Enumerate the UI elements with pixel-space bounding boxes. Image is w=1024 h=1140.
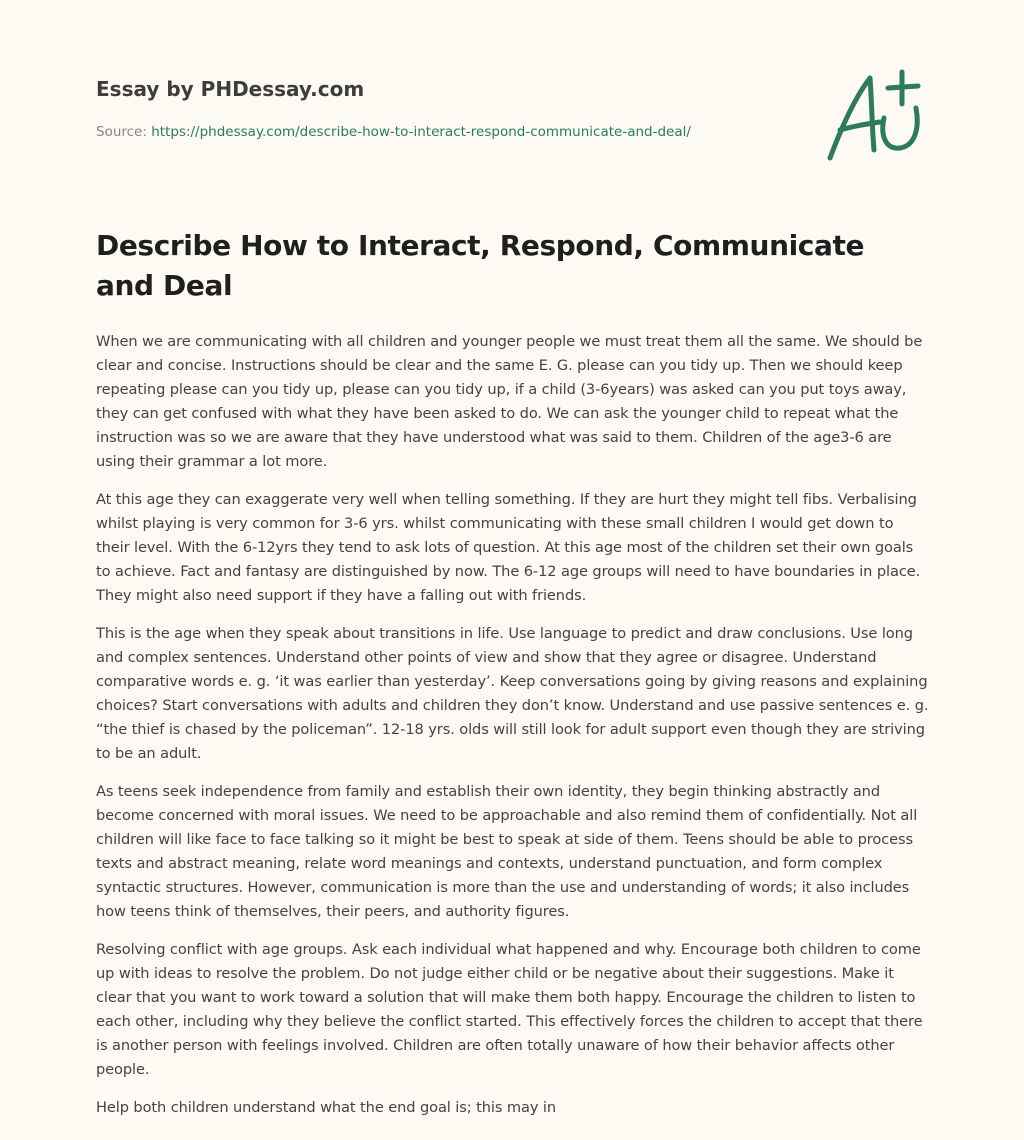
source-label: Source: (96, 124, 152, 140)
essay-paragraph-5: Resolving conflict with age groups. Ask each individual what happened and why. Encourage both children to come up with ideas to resolve the problem. Do not judge either child or be negative about their suggestions. Make it clear that you want to work toward a solution that will make them both happy. Encourage the children to listen to each other, including why they believe the conflict started. This effectively forces the children to accept that there is another person with feelings involved. Children are often totally unaware of how their behavior affects other people. (96, 941, 923, 1078)
brand-title: Essay by PHDessay.com (96, 77, 365, 101)
essay-paragraph-6: Help both children understand what the end goal is; this may in (96, 1099, 557, 1116)
essay-paragraph-2: At this age they can exaggerate very well when telling something. If they are hurt they might tell fibs. Verbalising whilst playing is very common for 3-6 yrs. whilst communicating with these small children I would get down to their level. With the 6-12yrs they tend to ask lots of question. At this age most of the children set their own goals to achieve. Fact and fantasy are distinguished by now. The 6-12 age groups will need to have boundaries in place. They might also need support if they have a falling out with friends. (96, 491, 921, 604)
source-link[interactable]: https://phdessay.com/describe-how-to-interact-respond-communicate-and-deal/ (151, 124, 691, 140)
a-plus-logo-icon (822, 66, 932, 166)
essay-paragraph-3: This is the age when they speak about transitions in life. Use language to predict and draw conclusions. Use long and complex sentences. Understand other points of view and show that they agree or disagree. Understand comparative words e. g. ‘it was earlier than yesterday’. Keep conversations going by giving reasons and explaining choices? Start conversations with adults and children they don’t know. Understand and use passive sentences e. g. “the thief is chased by the policeman”. 12-18 yrs. olds will still look for adult support even though they are striving to be an adult. (96, 625, 929, 762)
source-line (96, 122, 796, 142)
essay-content (96, 226, 930, 1134)
essay-paragraph-4: As teens seek independence from family and establish their own identity, they begin thinking abstractly and become concerned with moral issues. We need to be approachable and also remind them of confidentially. Not all children will like face to face talking so it might be best to speak at side of them. Teens should be able to process texts and abstract meaning, relate word meanings and contexts, understand punctuation, and form complex syntactic structures. However, communication is more than the use and understanding of words; it also includes how teens think of themselves, their peers, and authority figures. (96, 783, 918, 920)
essay-title: Describe How to Interact, Respond, Communicate and Deal (96, 229, 865, 302)
essay-paragraph-1: When we are communicating with all children and younger people we must treat them all the same. We should be clear and concise. Instructions should be clear and the same E. G. please can you tidy up. Then we should keep repeating please can you tidy up, please can you tidy up, if a child (3-6years) was asked can you put toys away, they can get confused with what they have been asked to do. We can ask the younger child to repeat what the instruction was so we are aware that they have understood what was said to them. Children of the age3-6 are using their grammar a lot more. (96, 333, 923, 470)
page-header (96, 74, 796, 142)
